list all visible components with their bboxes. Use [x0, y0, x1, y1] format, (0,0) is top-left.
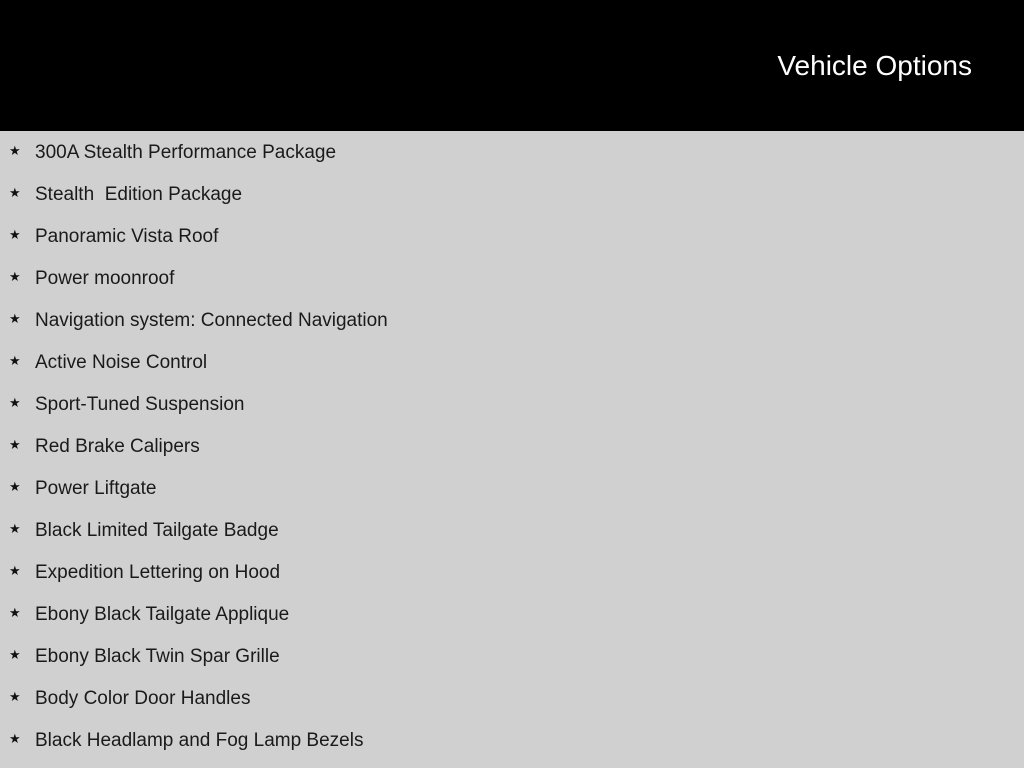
list-item — [0, 258, 1024, 300]
option-label: Red Brake Calipers — [35, 436, 200, 457]
option-label: Panoramic Vista Roof — [35, 226, 219, 247]
list-item — [0, 300, 1024, 342]
star-icon: ★ — [9, 395, 21, 410]
star-icon: ★ — [9, 605, 21, 620]
option-label: Sport-Tuned Suspension — [35, 394, 245, 415]
star-icon: ★ — [9, 353, 21, 368]
list-item — [0, 174, 1024, 216]
option-label: Black Headlamp and Fog Lamp Bezels — [35, 730, 364, 751]
option-label: Ebony Black Tailgate Applique — [35, 604, 290, 625]
star-icon: ★ — [9, 647, 21, 662]
star-icon: ★ — [9, 689, 21, 704]
list-item — [0, 636, 1024, 678]
list-item — [0, 216, 1024, 258]
option-label: Ebony Black Twin Spar Grille — [35, 646, 280, 667]
star-icon: ★ — [9, 185, 21, 200]
star-icon: ★ — [9, 311, 21, 326]
list-item — [0, 678, 1024, 720]
option-label: Navigation system: Connected Navigation — [35, 310, 388, 331]
list-item — [0, 426, 1024, 468]
star-icon: ★ — [9, 143, 21, 158]
list-item — [0, 384, 1024, 426]
page-title: Vehicle Options — [777, 50, 972, 81]
option-label: Power Liftgate — [35, 478, 157, 499]
star-icon: ★ — [9, 437, 21, 452]
star-icon: ★ — [9, 563, 21, 578]
option-label: Stealth Edition Package — [35, 184, 243, 205]
list-item — [0, 594, 1024, 636]
list-item — [0, 552, 1024, 594]
option-label: Black Limited Tailgate Badge — [35, 520, 279, 541]
star-icon: ★ — [9, 521, 21, 536]
list-item — [0, 468, 1024, 510]
option-label: 300A Stealth Performance Package — [35, 142, 337, 163]
option-label: Body Color Door Handles — [35, 688, 251, 709]
star-icon: ★ — [9, 269, 21, 284]
list-item — [0, 510, 1024, 552]
header-bar — [0, 0, 1024, 131]
star-icon: ★ — [9, 227, 21, 242]
vehicle-options-list — [0, 131, 1024, 768]
list-item — [0, 132, 1024, 174]
option-label: Active Noise Control — [35, 352, 208, 373]
list-item — [0, 342, 1024, 384]
star-icon: ★ — [9, 731, 21, 746]
star-icon: ★ — [9, 479, 21, 494]
option-label: Expedition Lettering on Hood — [35, 562, 281, 583]
option-label: Power moonroof — [35, 268, 175, 289]
list-item — [0, 720, 1024, 762]
